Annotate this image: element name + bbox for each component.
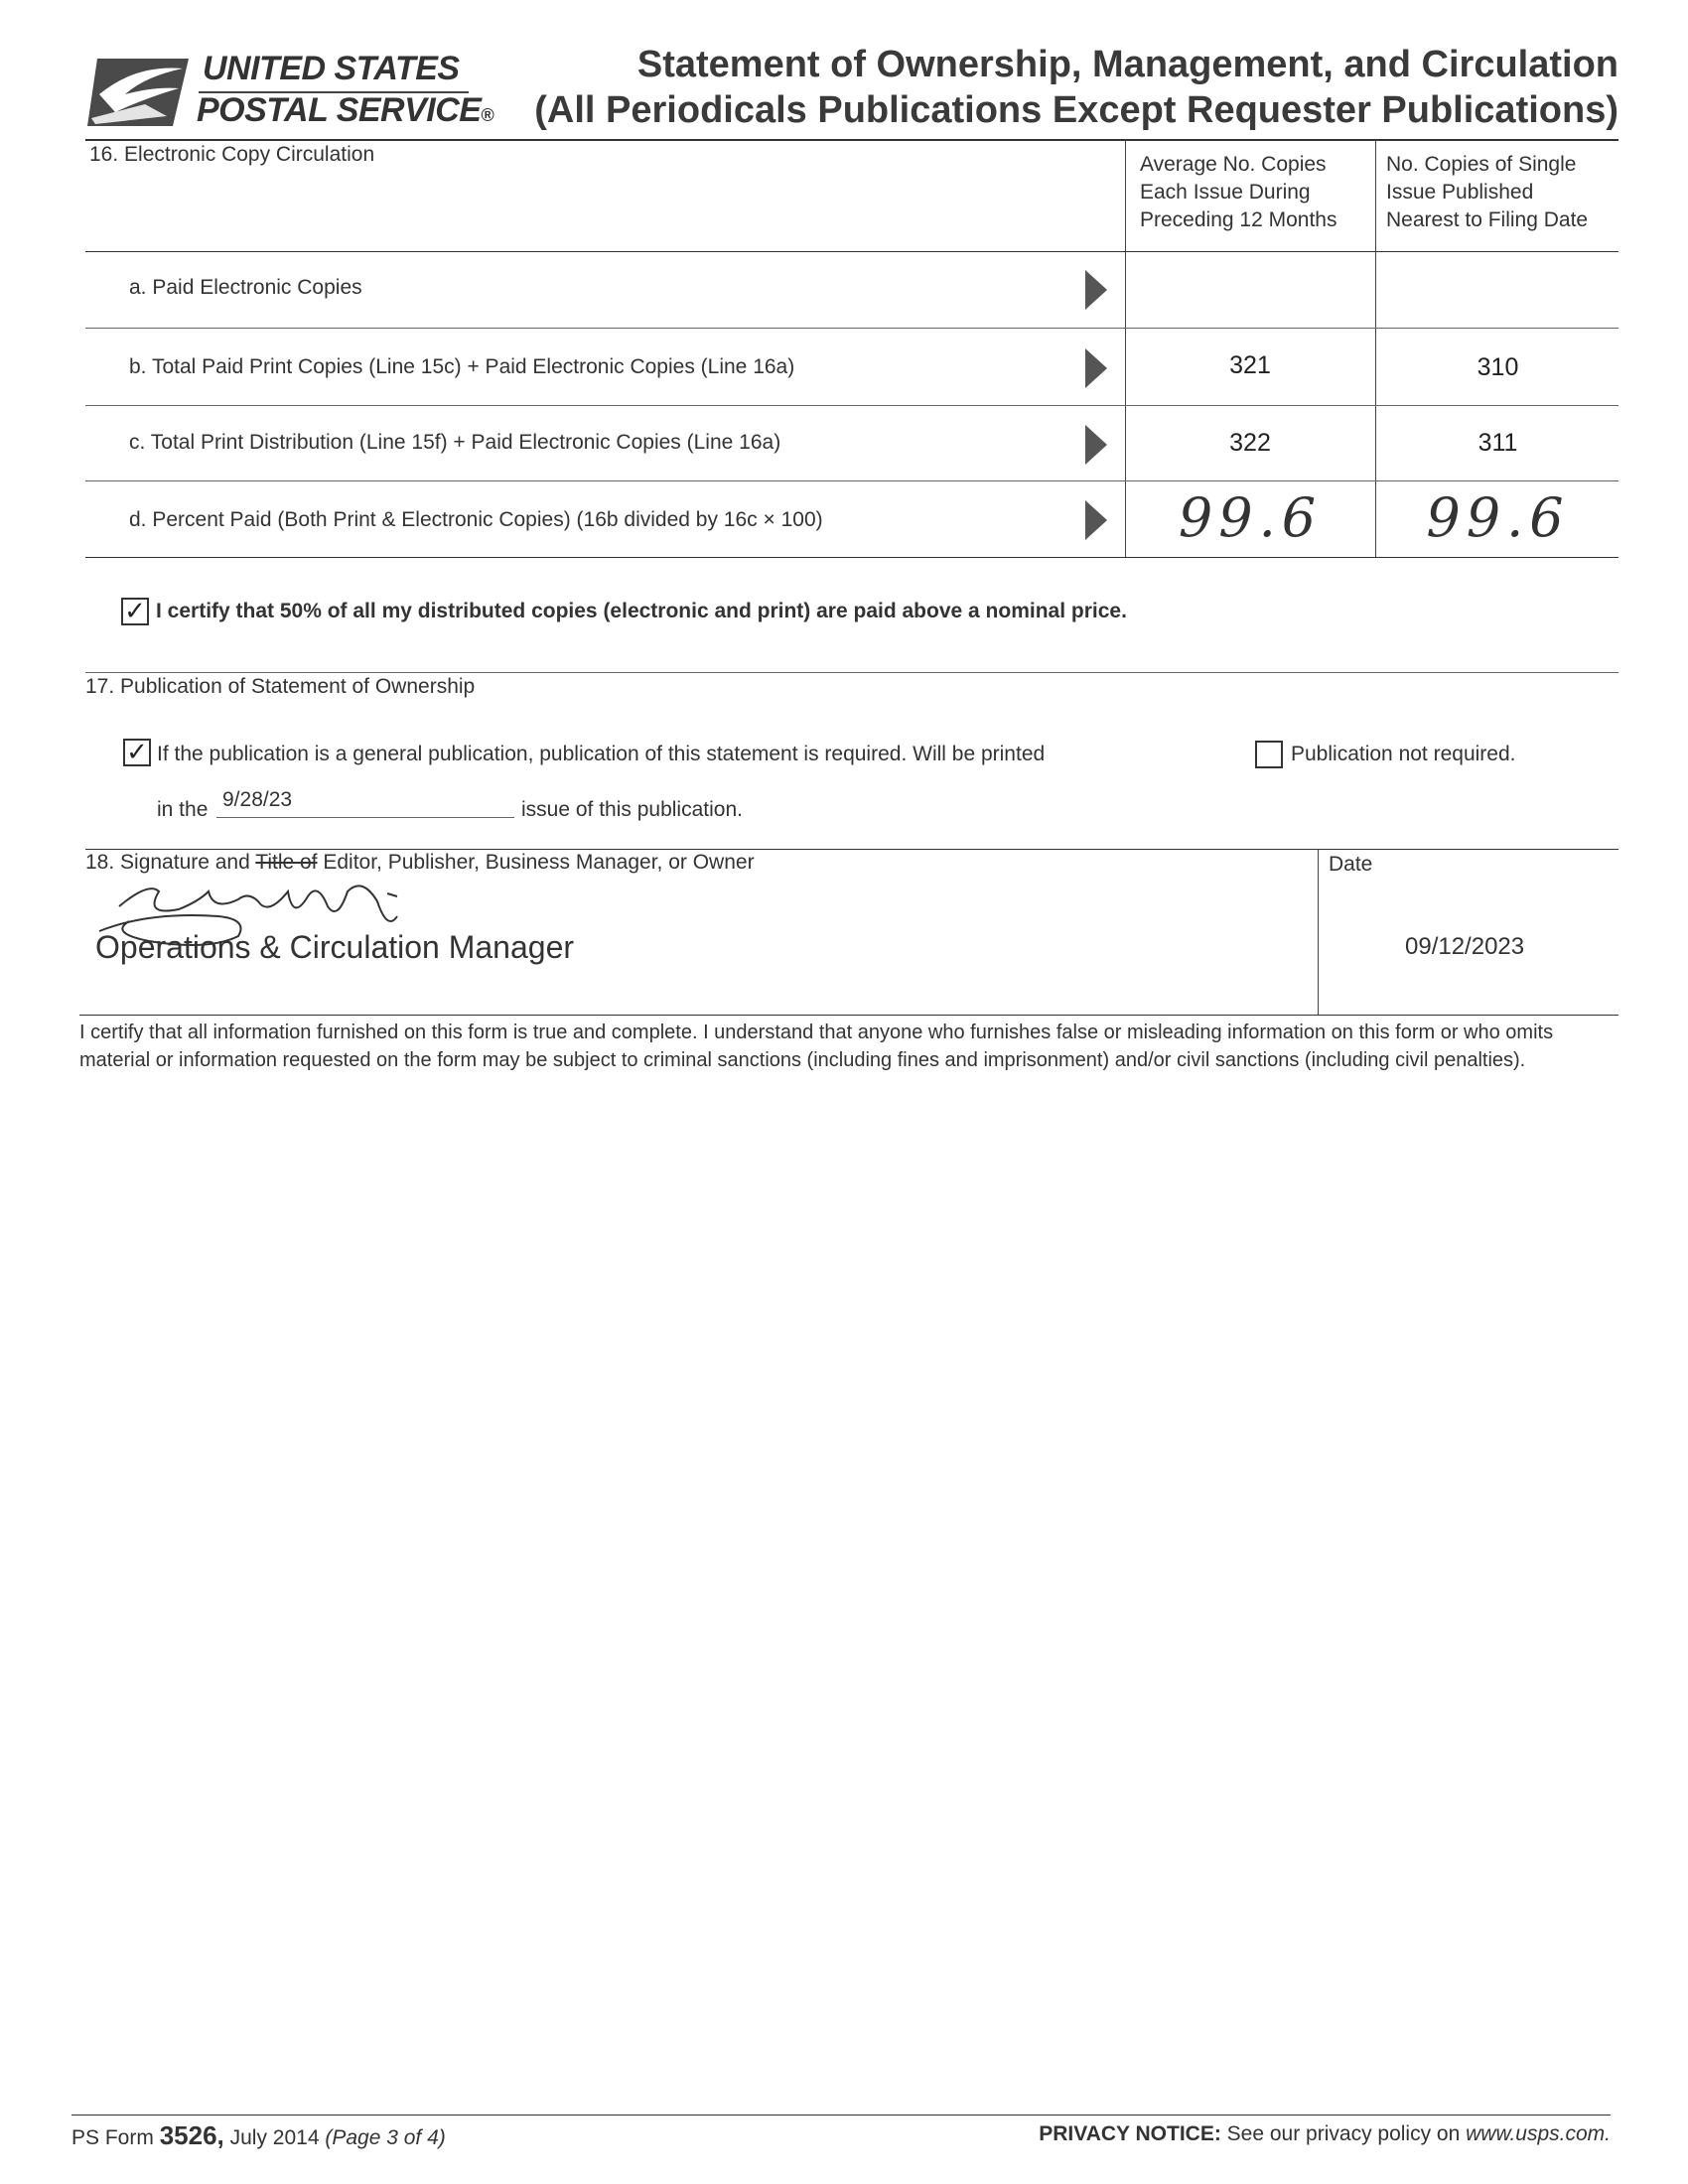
logo-line2: [197, 91, 493, 130]
row-c-label: c. Total Print Distribution (Line 15f) + Paid Electronic Copies (Line 16a): [129, 431, 781, 454]
row-d-single: 99.6: [1426, 486, 1570, 549]
form-id: [71, 2120, 446, 2151]
section18-heading-suffix: Editor, Publisher, Business Manager, or Owner: [317, 851, 755, 874]
row-d-avg: 99.6: [1178, 486, 1323, 549]
privacy-notice: [1039, 2122, 1611, 2146]
usps-logo: [85, 55, 191, 130]
col-single-header: [1386, 151, 1588, 234]
col-single-header-line: Nearest to Filing Date: [1386, 208, 1589, 231]
issue-date: 9/28/23: [222, 788, 293, 811]
eagle-icon: [85, 55, 191, 130]
publication-required-text: If the publication is a general publication, publication of this statement is required. Will be printed: [157, 743, 1046, 765]
date-label: Date: [1329, 853, 1373, 876]
row-d-label: d. Percent Paid (Both Print & Electronic Copies) (16b divided by 16c × 100): [129, 508, 823, 531]
section17-heading: 17. Publication of Statement of Ownership: [85, 675, 476, 698]
arrow-icon: [1085, 348, 1107, 388]
publication-required-checkbox[interactable]: ✓: [123, 739, 151, 766]
registered-mark: ®: [481, 105, 494, 125]
privacy-link[interactable]: www.usps.com.: [1466, 2122, 1611, 2145]
in-the-label: in the: [157, 798, 209, 821]
row-b-label: b. Total Paid Print Copies (Line 15c) + Paid Electronic Copies (Line 16a): [129, 355, 795, 378]
col-single-header-line: Issue Published: [1386, 181, 1534, 204]
form-title: Statement of Ownership, Management, and Circulation: [636, 44, 1618, 85]
certify-checkbox[interactable]: ✓: [121, 598, 149, 625]
form-subtitle: (All Periodicals Publications Except Requester Publications): [534, 89, 1618, 131]
certify-text: I certify that 50% of all my distributed copies (electronic and print) are paid above a nominal price.: [156, 600, 1127, 622]
section18-heading-struck: Title of: [255, 851, 318, 874]
row-c-single: 311: [1477, 429, 1518, 457]
row-c-avg: 322: [1229, 429, 1271, 457]
logo-line2-text: POSTAL SERVICE: [197, 91, 482, 129]
signature-date: 09/12/2023: [1405, 933, 1525, 960]
certification-statement: I certify that all information furnished on this form is true and complete. I understand that anyone who furnishes false or misleading information on this form or who omits material or information requested on the form may be subject to criminal sanctions (including fines and imprisonment) and/or civil sanctions (including civil penalties).: [79, 1022, 1554, 1071]
logo-line1: UNITED STATES: [203, 50, 460, 87]
page-number: (Page 3 of 4): [325, 2126, 446, 2149]
row-b-single: 310: [1477, 353, 1519, 381]
privacy-text: See our privacy policy on: [1220, 2122, 1467, 2145]
col-single-header-line: No. Copies of Single: [1386, 153, 1577, 176]
section18-heading-prefix: 18. Signature and: [85, 851, 256, 874]
section16-heading: 16. Electronic Copy Circulation: [89, 143, 375, 166]
form-date: July 2014: [223, 2126, 326, 2149]
issue-suffix: issue of this publication.: [521, 798, 743, 821]
publication-not-required-text: Publication not required.: [1291, 743, 1516, 765]
row-a-label: a. Paid Electronic Copies: [129, 276, 362, 299]
col-avg-header: [1140, 151, 1336, 234]
col-avg-header-line: Average No. Copies: [1140, 153, 1327, 176]
arrow-icon: [1085, 500, 1107, 540]
arrow-icon: [1085, 270, 1107, 310]
arrow-icon: [1085, 425, 1107, 465]
col-avg-header-line: Preceding 12 Months: [1140, 208, 1337, 231]
col-avg-header-line: Each Issue During: [1140, 181, 1311, 204]
form-prefix: PS Form: [71, 2126, 160, 2149]
signer-title: Operations & Circulation Manager: [95, 929, 575, 965]
privacy-label: PRIVACY NOTICE:: [1039, 2122, 1221, 2145]
row-b-avg: 321: [1229, 351, 1271, 379]
publication-not-required-checkbox[interactable]: [1255, 741, 1283, 768]
form-number: 3526,: [159, 2120, 224, 2150]
